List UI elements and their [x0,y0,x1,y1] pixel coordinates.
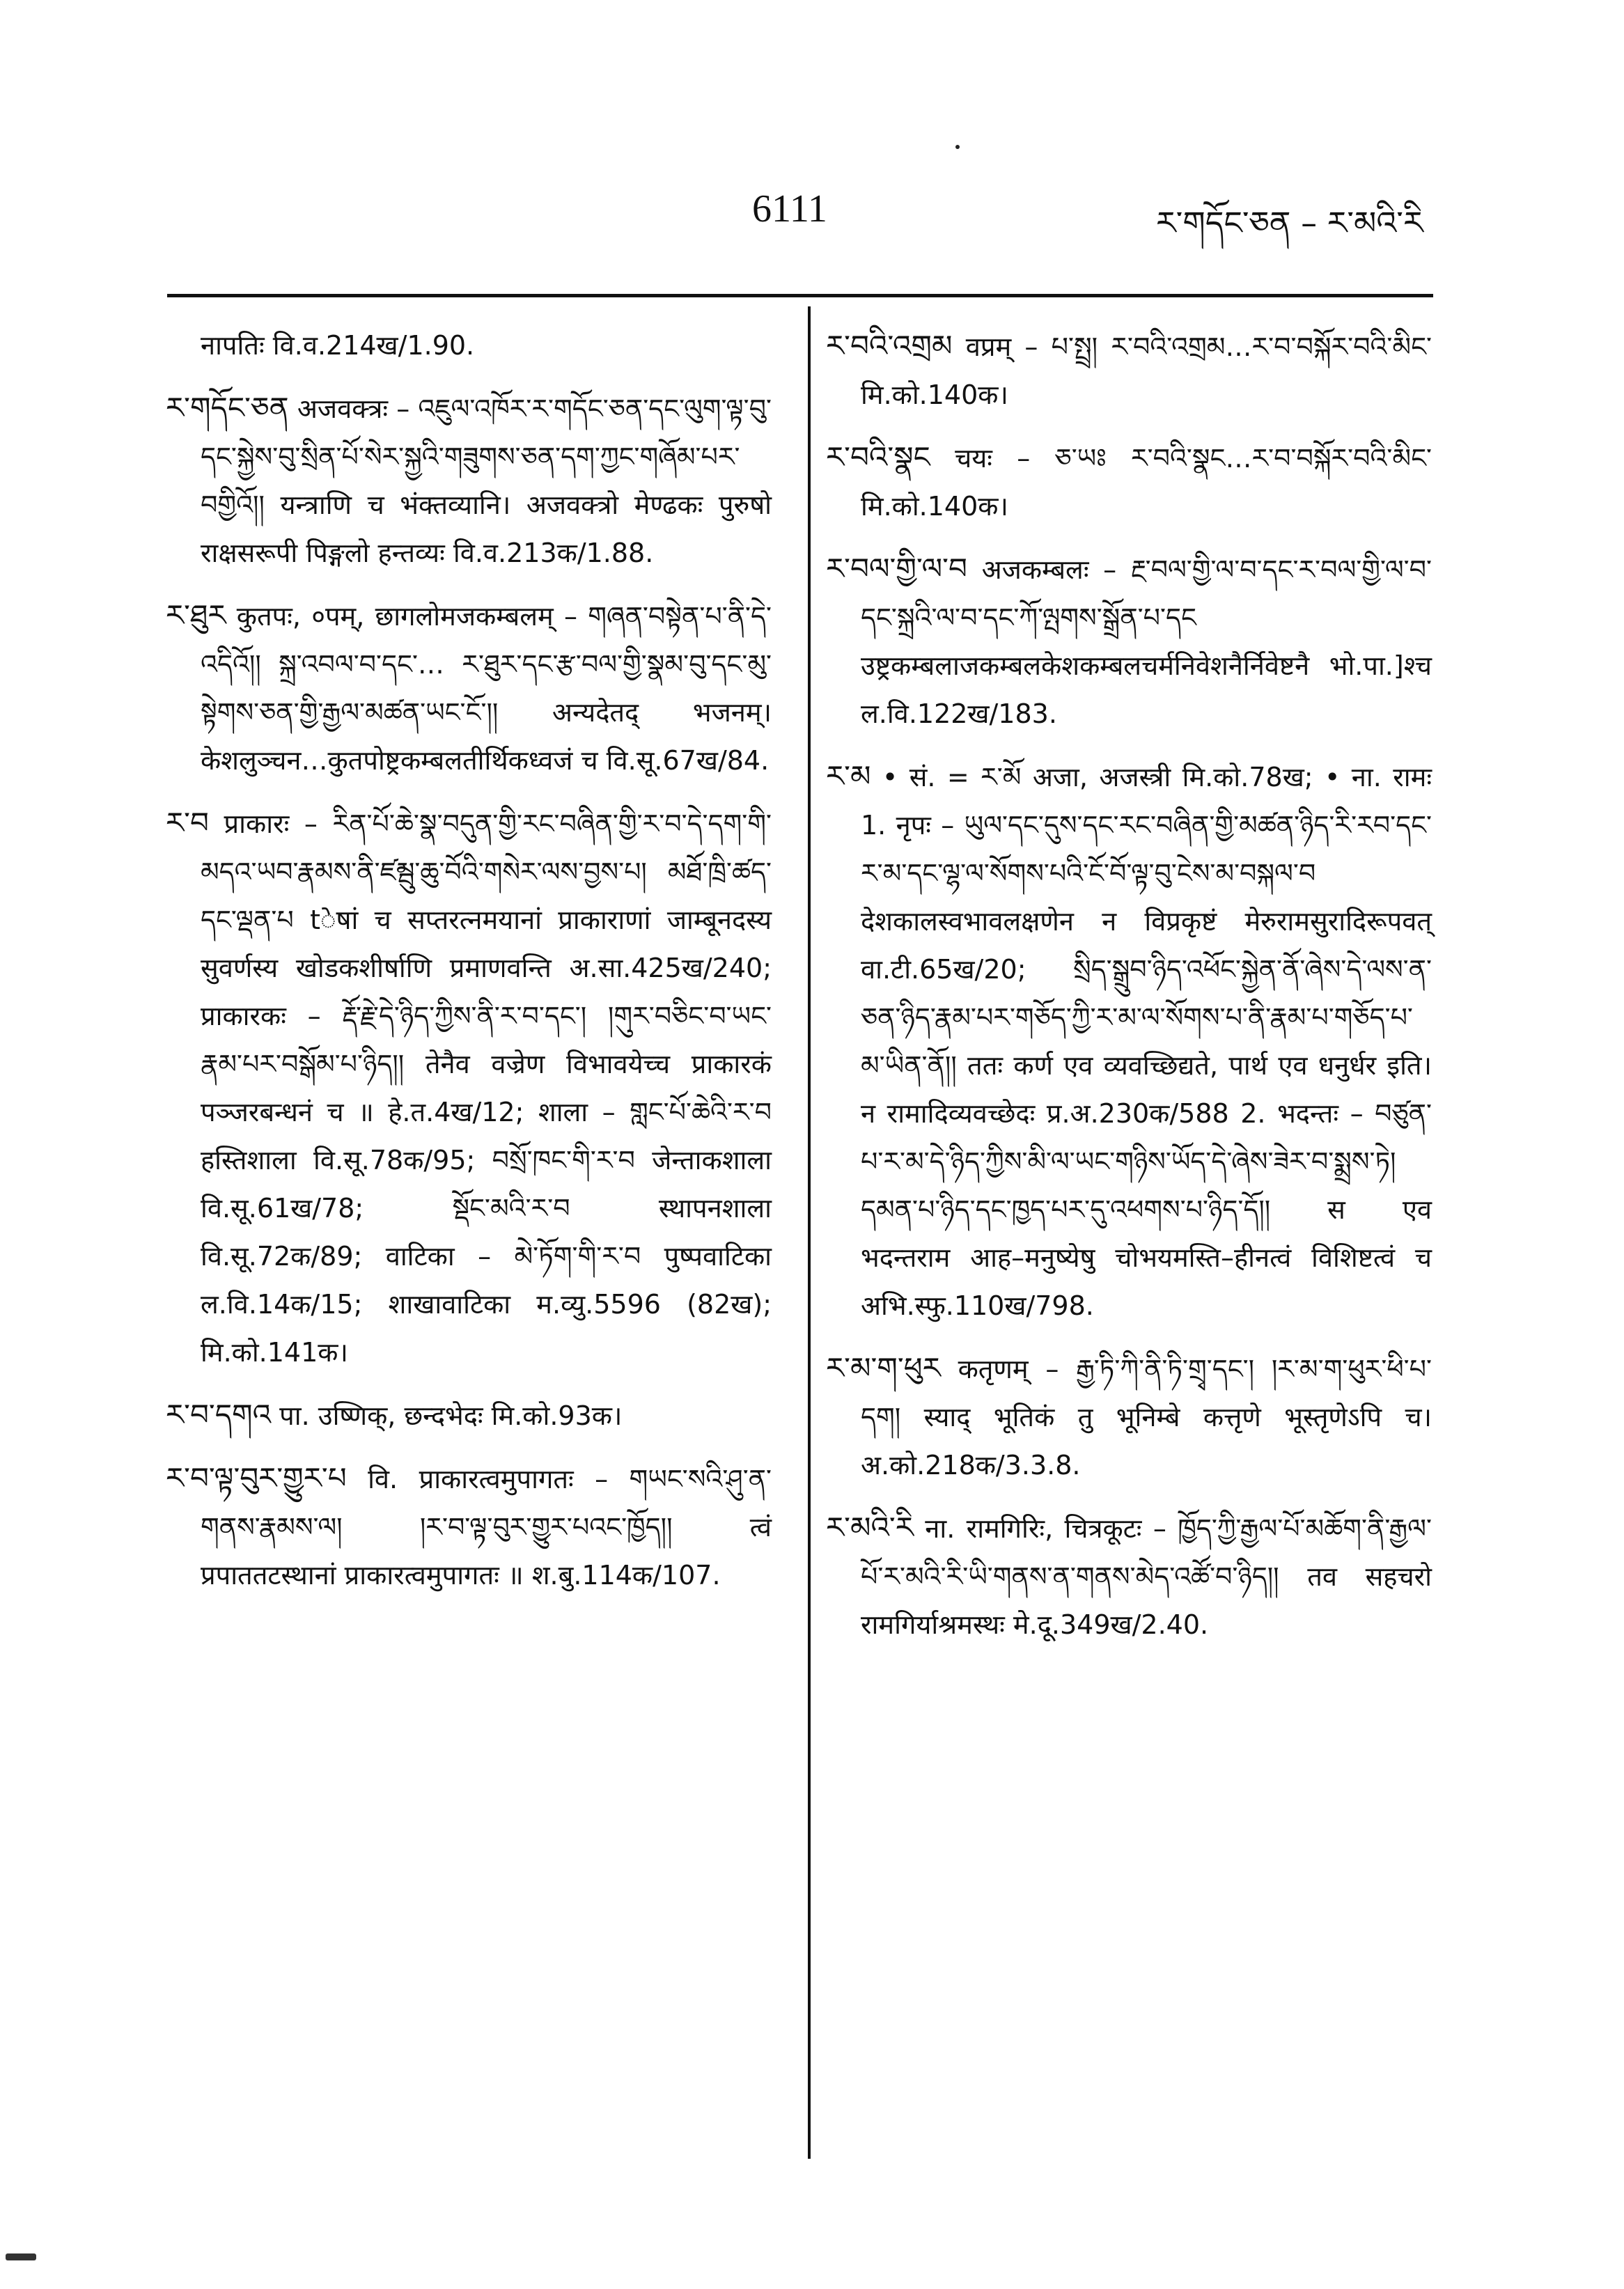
entry-headword: ར་མ [826,759,871,793]
entry-text: चयः – ཅ་ཡཿ ར་བའི་སྣང…ར་བ་བསྐོར་བའི་མིང་ मि.को.140क। [861,443,1432,522]
entry-text: अजवक्त्रः – འཇུལ་འཁོར་ར་གདོང་ཅན་དང་ལུག་ལྟ་བུ་དང་སྐྱེས་བུ་སྲིན་པོ་སེར་སྐྱའི་གཟུགས་ཅན་དག་ཀྱང་གཞོམ་པར་བགྱིའོ།། यन्त्राणि च भंक्तव्यानि। अजवक्त्रो मेण्ढकः पुरुषो राक्षसरूपी पिङ्गलो हन्तव्यः वि.व.213क/1.88. [201,393,772,568]
entry-text: पा. उष्णिक्, छन्दभेदः मि.को.93क। [271,1400,623,1431]
dictionary-entry [166,591,772,785]
header-rule [167,294,1433,297]
dictionary-entry [826,752,1432,1330]
entry-text: वि. प्राकारत्वमुपागतः – གཡང་སའི་ཤུ་ན་གནས་རྣམས་ལ། །ར་བ་ལྟ་བུར་གྱུར་པའང་ཁྱོད།། त्वं प्रपाततटस्थानां प्राकारत्वमुपागतः ॥ श.बु.114क/107. [201,1464,772,1591]
left-column [166,322,772,1614]
entry-text: • सं. = ར་མོ अजा, अजस्त्री मि.को.78ख; • ना. रामः 1. नृपः – ཡུལ་དང་དུས་དང་རང་བཞིན་གྱི་མཚན་ཉིད་རི་རབ་དང་ར་མ་དང་ལྷ་ལ་སོགས་པའི་ངོ་བོ་ལྟ་བུ་ངེས་མ་བསྐལ་བ देशकालस्वभावलक्षणेन न विप्रकृष्टं मेरुरामसुरादिरूपवत् वा.टी.65ख/20; སྲིད་སྒྲུབ་ཉིད་འཕོང་སྐྱེན་ནོ་ཞེས་དེ་ལས་ན་ཅན་ཉིད་རྣམ་པར་གཅོད་ཀྱི་ར་མ་ལ་སོགས་པ་ནི་རྣམ་པ་གཅོད་པ་མ་ཡིན་ནོ།། ततः कर्ण एव व्यवच्छिद्यते, पार्थ एव धनुर्धर इति। न रामादिव्यवच्छेदः प्र.अ.230क/588 2. भदन्तः – བཙུན་པ་ར་མ་དེ་ཉིད་ཀྱིས་མི་ལ་ཡང་གཉིས་ཡོད་དེ་ཞེས་ཟེར་བ་སྨྲས་ཏེ། དམན་པ་ཉིད་དང་ཁྱད་པར་དུ་འཕགས་པ་ཉིད་དོ།། स एव भदन्तराम आह–मनुष्येषु चोभयमस्ति–हीनत्वं विशिष्टत्वं च अभि.स्फु.110ख/798. [861,762,1432,1321]
page-number: 6111 [752,187,827,231]
entry-headword: ར་གདོང་ཅན [166,391,289,425]
dictionary-entry [826,322,1432,419]
entry-headword: ར་བའི་སྣང [826,440,930,474]
entry-headword: ར་བལ་གྱི་ལ་བ [826,552,967,586]
right-column [826,322,1432,1663]
dictionary-entry [166,384,772,577]
entry-headword: ར་བ་དགའ [166,1398,272,1432]
dictionary-entry [166,1454,772,1600]
entry-text: ना. रामगिरिः, चित्रकूटः – ཁྱོད་ཀྱི་རྒྱལ་པོ་མཆོག་ནི་རྒྱལ་པོ་ར་མའི་རི་ཡི་གནས་ན་གནས་མེད་འཚོ་བ་ཉིད།། तव सहचरो रामगिर्याश्रमस्थः मे.दू.349ख/2.40. [861,1513,1432,1640]
dictionary-entry [166,1391,772,1440]
entry-text: कुतपः, ०पम्, छागलोमजकम्बलम् – གཞན་བསྟེན་པ་ནི་དེ་འདིའོ།། སྐྲ་འབལ་བ་དང་… ར་ཐུར་དང་རྩ་བལ་གྱི་སྣམ་བུ་དང་མུ་སྟེགས་ཅན་གྱི་རྒྱལ་མཚན་ཡང་ངོ་།། अन्यदेतद् भजनम्। केशलुञ्चन…कुतपोष्ट्रकम्बलतीर्थिकध्वजं च वि.सू.67ख/84. [201,601,772,776]
speck-mark [955,145,960,149]
entry-text: प्राकारः – རིན་པོ་ཆེ་སྣ་བདུན་གྱི་རང་བཞིན་གྱི་ར་བ་དེ་དག་གི་མདའ་ཡབ་རྣམས་ནི་ཛམྦུ་ཆུ་བོའི་གསེར་ལས་བྱས་པ། མཐོ་ཁྲི་ཚད་དང་ལྡན་པ tेषां च सप्तरत्नमयानां प्राकाराणां जाम्बूनदस्य सुवर्णस्य खोडकशीर्षाणि प्रमाणवन्ति अ.सा.425ख/240; प्राकारकः – རྡོ་རྗེ་དེ་ཉིད་ཀྱིས་ནི་ར་བ་དང་། །གུར་བཅིང་བ་ཡང་རྣམ་པར་བསྒོམ་པ་ཉིད།། तेनैव वज्रेण विभावयेच्च प्राकारकं पञ्जरबन्धनं च ॥ हे.त.4ख/12; शाला – གླང་པོ་ཆེའི་ར་བ हस्तिशाला वि.सू.78क/95; བསྲོ་ཁང་གི་ར་བ जेन्ताकशाला वि.सू.61ख/78; སྡོང་མའི་ར་བ स्थापनशाला वि.सू.72क/89; वाटिका – མེ་ཏོག་གི་ར་བ पुष्पवाटिका ल.वि.14क/15; शाखावाटिका म.व्यु.5596 (82ख); मि.को.141क। [201,808,772,1368]
entry-text: नापतिः वि.व.214ख/1.90. [201,330,475,361]
entry-headword: ར་ཐུར [166,598,226,632]
entry-headword: ར་མ་ག་ཕུར [826,1351,941,1385]
entry-text: कतृणम् – རྒྱ་ཏི་ཀི་ནི་ཏི་གྲྭ་དང་། །ར་མ་ག་ཕུར་ཕི་པ་དག། स्याद् भूतिकं तु भूनिम्बे कत्तृणे भूस्तृणेऽपि च। अ.को.218क/3.3.8. [861,1354,1432,1481]
entry-headword: ར་བ་ལྟ་བུར་གྱུར་པ [166,1461,347,1495]
dictionary-entry [166,322,772,370]
scan-artifact [6,2253,36,2260]
dictionary-entry [826,1503,1432,1649]
entry-headword: ར་མའི་རི [826,1510,914,1545]
dictionary-entry [826,545,1432,738]
entry-text: वप्रम् – པ་སྤྲ། ར་བའི་འགྲམ…ར་བ་བསྐོར་བའི་མིང་ मि.को.140क। [861,331,1432,410]
dictionary-entry [166,799,772,1377]
entry-text: अजकम्बलः – རྔ་བལ་གྱི་ལ་བ་དང་ར་བལ་གྱི་ལ་བ་དང་སྐྲའི་ལ་བ་དང་ཀོ་ལྤགས་སྒྲོན་པ་དང उष्ट्रकम्बलाजकम्बलकेशकम्बलचर्मनिवेशनैर्निवेष्टनै भो.पा.]श्च ल.वि.122ख/183. [861,554,1432,729]
running-head: ར་གདོང་ཅན – ར་མའི་རི [1156,204,1423,242]
dictionary-entry [826,1344,1432,1490]
entry-headword: ར་བ [166,806,209,840]
entry-headword: ར་བའི་འགྲམ [826,329,953,363]
dictionary-entry [826,433,1432,531]
column-divider [808,306,811,2159]
